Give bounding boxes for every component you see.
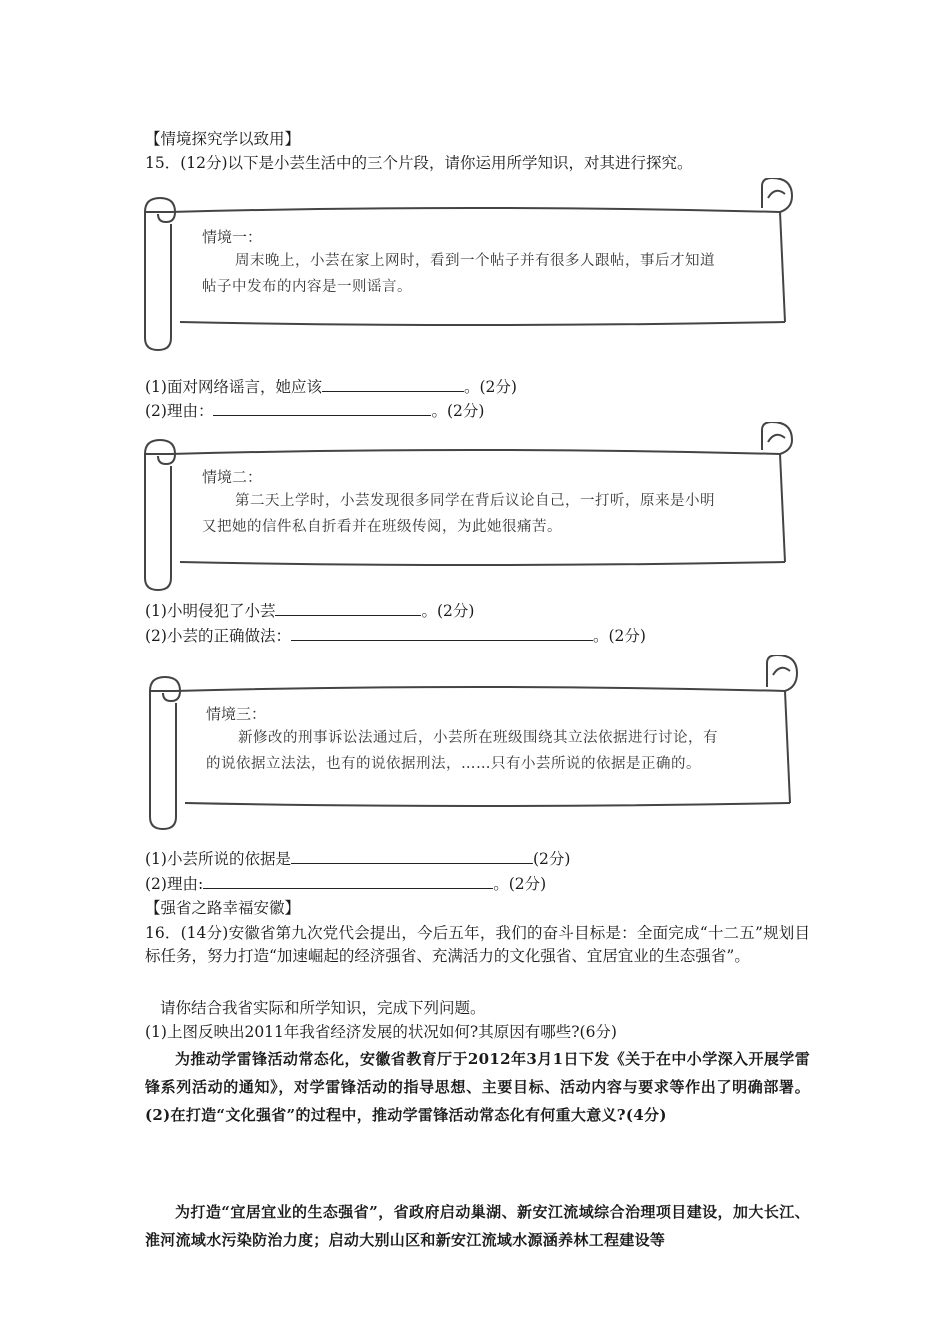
scenario-2-question-1: (1)小明侵犯了小芸 。(2分) — [145, 602, 475, 620]
answer-blank[interactable] — [203, 873, 493, 889]
scenario-1-line-2: 帖子中发布的内容是一则谣言。 — [202, 279, 412, 295]
answer-blank[interactable] — [291, 625, 593, 641]
question-16-paragraph-3: 为打造“宜居宜业的生态强省”，省政府启动巢湖、新安江流域综合治理项目建设，加大长江、淮河流域水污染防治力度；启动大别山区和新安江流域水源涵养林工程建设等 — [145, 1203, 810, 1249]
scenario-2-line-2: 又把她的信件私自折看并在班级传阅，为此她很痛苦。 — [202, 519, 562, 535]
answer-blank[interactable] — [322, 376, 464, 392]
question-16-text: 16．(14分)安徽省第九次党代会提出，今后五年，我们的奋斗目标是：全面完成“十二五”规划目标任务，努力打造“加速崛起的经济强省、充满活力的文化强省、宜居宜业的生态强省”。 — [145, 924, 810, 965]
scenario-2-title: 情境二： — [202, 468, 263, 486]
section-heading-1: 【情境探究学以致用】 — [145, 130, 301, 148]
question-16-subquestion-1: (1)上图反映出2011年我省经济发展的状况如何?其原因有哪些?(6分) — [145, 1023, 617, 1041]
scenario-3-line-1: 新修改的刑事诉讼法通过后，小芸所在班级围绕其立法依据进行讨论，有 — [238, 730, 718, 746]
answer-blank[interactable] — [275, 600, 421, 616]
scenario-3-scroll — [140, 655, 800, 833]
scenario-1-line-1: 周末晚上，小芸在家上网时，看到一个帖子并有很多人跟帖，事后才知道 — [235, 253, 715, 269]
scenario-1-question-1: (1)面对网络谣言，她应该 。(2分) — [145, 378, 517, 396]
answer-blank[interactable] — [213, 400, 431, 416]
scenario-2-question-2: (2)小芸的正确做法： 。(2分) — [145, 627, 646, 645]
scenario-1-question-2: (2)理由： 。(2分) — [145, 402, 485, 420]
scenario-1-title: 情境一： — [202, 228, 263, 246]
answer-blank[interactable] — [291, 848, 533, 864]
section-heading-2: 【强省之路幸福安徽】 — [145, 899, 301, 917]
scenario-3-question-1: (1)小芸所说的依据是 (2分) — [145, 850, 571, 868]
scenario-3-question-2: (2)理由: 。(2分) — [145, 875, 547, 893]
question-15-intro: 15．(12分)以下是小芸生活中的三个片段，请你运用所学知识，对其进行探究。 — [145, 154, 693, 172]
scenario-3-title: 情境三： — [206, 705, 267, 723]
scenario-2-scroll — [140, 422, 800, 592]
scenario-1-scroll — [140, 178, 800, 353]
question-16-instruction: 请你结合我省实际和所学知识，完成下列问题。 — [160, 999, 486, 1017]
scenario-3-line-2: 的说依据立法法，也有的说依据刑法，……只有小芸所说的依据是正确的。 — [206, 756, 701, 772]
scenario-2-line-1: 第二天上学时，小芸发现很多同学在背后议论自己，一打听，原来是小明 — [235, 493, 715, 509]
question-16-paragraph-2: 为推动学雷锋活动常态化，安徽省教育厅于2012年3月1日下发《关于在中小学深入开展学雷锋系列活动的通知》，对学雷锋活动的指导思想、主要目标、活动内容与要求等作出了明确部署。(2)在打造“文化强省”的过程中，推动学雷锋活动常态化有何重大意义?(4分) — [145, 1050, 810, 1124]
